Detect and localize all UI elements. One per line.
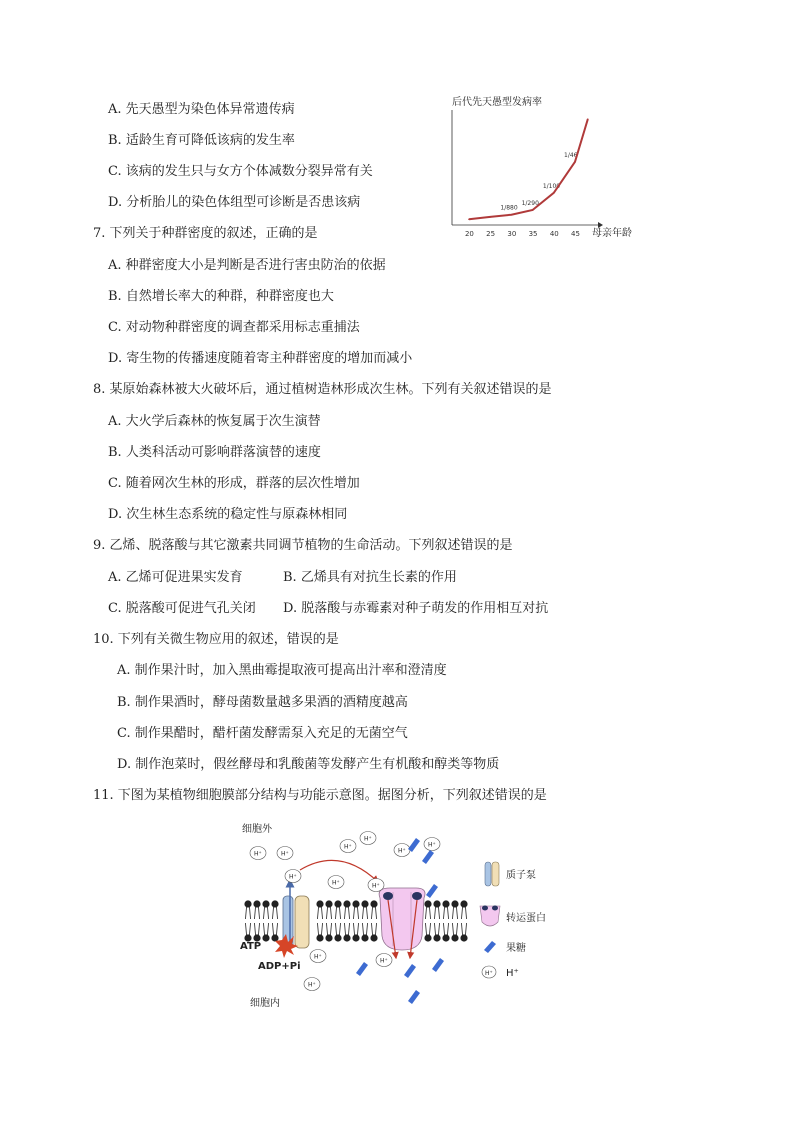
lipid-head [361,934,368,941]
lipid-head [460,900,467,907]
lipid-head [325,900,332,907]
hydrogen-ion-label: H⁺ [364,835,372,843]
lipid-head [370,900,377,907]
q7-option-d: D. 寄生物的传播速度随着寄主种群密度的增加而减小 [108,351,413,366]
chart-data-label: 1/46 [564,151,578,159]
lipid-head [451,934,458,941]
chart-x-tick-label: 25 [486,230,496,238]
lipid-head [262,934,269,941]
svg-text:转运蛋白: 转运蛋白 [506,913,546,924]
chart-data-label: 1/290 [521,200,539,208]
hydrogen-ion-label: H⁺ [289,873,297,881]
q10-option-d: D. 制作泡菜时，假丝酵母和乳酸菌等发酵产生有机酸和醇类等物质 [117,757,500,772]
hydrogen-ion-label: H⁺ [281,850,289,858]
q8-option-b: B. 人类科活动可影响群落演替的速度 [108,445,321,460]
hydrogen-ion-label: H⁺ [380,957,388,965]
lipid-head [271,900,278,907]
lipid-head [352,900,359,907]
hydrogen-ion-label: H⁺ [308,981,316,989]
chart-data-label: 1/100 [542,182,561,190]
q6-option-b: B. 适龄生育可降低该病的发生率 [108,133,295,148]
lipid-head [460,934,467,941]
q10-option-c: C. 制作果醋时，醋杆菌发酵需泵入充足的无菌空气 [117,726,408,741]
lipid-head [316,900,323,907]
fructose-molecule [422,850,434,864]
lipid-head [442,900,449,907]
q8-option-a: A. 大火学后森林的恢复属于次生演替 [108,414,321,429]
svg-text:果糖: 果糖 [506,943,526,954]
hydrogen-ion-label: H⁺ [344,843,352,851]
inside-label: 细胞内 [250,998,280,1009]
q9-option-c: C. 脱落酸可促进气孔关闭 [108,601,256,616]
hydrogen-ion-label: H⁺ [428,841,436,849]
lipid-head [334,900,341,907]
outside-label: 细胞外 [242,824,272,835]
q9-stem: 9. 乙烯、脱落酸与其它激素共同调节植物的生命活动。下列叙述错误的是 [93,538,513,553]
lipid-head [424,900,431,907]
lipid-head [334,934,341,941]
fructose-molecule [356,962,368,976]
svg-text:质子泵: 质子泵 [506,870,536,881]
q10-stem: 10. 下列有关微生物应用的叙述，错误的是 [93,632,339,647]
q10-option-a: A. 制作果汁时，加入黑曲霉提取液可提高出汁率和澄清度 [117,663,447,678]
legend-proton-pump [485,862,536,886]
lipid-head [325,934,332,941]
q6-option-a: A. 先天愚型为染色体异常遗传病 [108,102,295,117]
hydrogen-ion-label: H⁺ [372,882,380,890]
chart-y-axis-label: 后代先天愚型发病率 [452,97,542,108]
legend-transporter [480,906,546,927]
q10-option-b: B. 制作果酒时，酵母菌数量越多果酒的酒精度越高 [117,695,408,710]
q9-option-d: D. 脱落酸与赤霉素对种子萌发的作用相互对抗 [283,601,549,616]
hydrogen-ion-label: H⁺ [398,847,406,855]
q9-option-a: A. 乙烯可促进果实发育 [108,570,243,585]
cell-membrane-diagram [230,818,590,1018]
legend-fructose [484,941,526,954]
svg-text:H⁺: H⁺ [485,970,493,977]
lipid-head [442,934,449,941]
age-incidence-chart [440,88,640,243]
hydrogen-ion-label: H⁺ [332,879,340,887]
chart-x-tick-label: 40 [549,230,559,238]
hydrogen-ion-label: H⁺ [314,953,322,961]
fructose-molecule [426,884,438,898]
fructose-molecule [408,990,420,1004]
q7-option-c: C. 对动物种群密度的调查都采用标志重捕法 [108,320,360,335]
adp-label: ADP+Pi [258,961,301,972]
chart-x-tick-label: 20 [464,230,474,238]
lipid-head [361,900,368,907]
lipid-head [370,934,377,941]
lipid-head [433,934,440,941]
lipid-head [244,900,251,907]
lipid-head [343,934,350,941]
q7-option-b: B. 自然增长率大的种群，种群密度也大 [108,289,334,304]
lipid-head [424,934,431,941]
lipid-head [271,934,278,941]
lipid-head [253,900,260,907]
chart-data-label: 1/880 [500,204,518,212]
lipid-head [262,900,269,907]
legend-hydrogen-ion [482,966,519,979]
lipid-head [316,934,323,941]
chart-x-tick-label: 45 [571,230,580,238]
q11-stem: 11. 下图为某植物细胞膜部分结构与功能示意图。据图分析，下列叙述错误的是 [93,788,547,803]
q9-option-b: B. 乙烯具有对抗生长素的作用 [283,570,457,585]
q6-option-d: D. 分析胎儿的染色体组型可诊断是否患该病 [108,195,361,210]
q8-stem: 8. 某原始森林被大火破坏后，通过植树造林形成次生林。下列有关叙述错误的是 [93,382,552,397]
lipid-head [433,900,440,907]
fructose-molecule [404,964,416,978]
q8-option-d: D. 次生林生态系统的稳定性与原森林相同 [108,507,348,522]
lipid-head [343,900,350,907]
fructose-molecule [408,838,420,852]
chart-x-tick-label: 35 [528,230,538,238]
q8-option-c: C. 随着网次生林的形成，群落的层次性增加 [108,476,360,491]
svg-text:H⁺: H⁺ [506,968,519,979]
lipid-head [451,900,458,907]
phospholipid-bilayer [244,900,467,941]
atp-label: ATP [240,941,262,952]
chart-x-axis-label: 母亲年龄 [592,228,632,239]
legend [480,862,546,979]
q6-option-c: C. 该病的发生只与女方个体减数分裂异常有关 [108,164,373,179]
q7-stem: 7. 下列关于种群密度的叙述，正确的是 [93,226,318,241]
transporter-protein [379,888,425,958]
hydrogen-ion-label: H⁺ [254,850,262,858]
lipid-head [352,934,359,941]
fructose-molecule [432,958,444,972]
q7-option-a: A. 种群密度大小是判断是否进行害虫防治的依据 [108,258,386,273]
chart-x-tick-label: 30 [507,230,517,238]
